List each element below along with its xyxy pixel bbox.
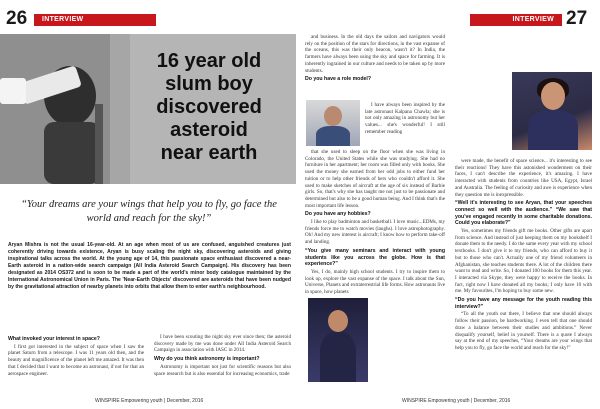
interview-question: Do you have a role model? bbox=[305, 76, 372, 83]
portrait-body bbox=[528, 110, 578, 150]
seminar-face bbox=[328, 310, 348, 332]
left-footer: WINSPIRE Empowering youth | December, 2016 bbox=[95, 398, 204, 404]
article-paragraph: Astronomy is important not just for scientific reasons but also space research but is also essential for increasing economics, trade bbox=[154, 363, 291, 377]
headline-line: 16 year old bbox=[156, 50, 262, 72]
headline-line: asteroid bbox=[170, 119, 248, 141]
article-column-3-wrap bbox=[365, 102, 445, 138]
interview-question: Do you have any hobbies? bbox=[305, 211, 371, 218]
article-paragraph: were made, the benefit of space science... it's interesting to see their reactions! They have this astonished wonderment on their faces, I can't describe the experience, it's amazing. I have interacted with students from countries like USA, Egypt, Israel and Australia. The feeling of curiosity and awe is experience when they question me is inexpressible. bbox=[455, 158, 592, 198]
headline-line: near earth bbox=[160, 142, 258, 164]
right-section-label: INTERVIEW bbox=[512, 16, 554, 23]
article-column-3-main bbox=[305, 149, 445, 298]
article-paragraph: that she used to sleep on the floor when she was living in Colorado, the United States while she was studying. She had no furniture in her apartment; her room was filled only with books. She used the money she earned from her odd jobs to either fund her tuition or to help other friends of hers who couldn't afford it. She used to make sketches of aircraft at the age of six instead of Barbie girls. So, that's why she has taught me not just to be passionate and determined but also to be a good human being. And I think that's the most important life lesson. bbox=[305, 149, 445, 209]
article-paragraph: I first got interested in the subject of space when I saw the planet Saturn from a telescope. I was 11 years old then, and the beauty and magnificence of the planet left me amazed. It was then that I decided that I want to become an astronaut, if not for that an aerospace engineer. bbox=[8, 343, 144, 377]
article-paragraph: I like to play badminton and basketball. I love music...EDMs, my friends force me to watch movies (laughs). I love astrophotography. Oh! And my new interest is aircraft; I know how to perform take-off and landing. bbox=[305, 219, 445, 246]
interview-question: “Well it's interesting to see Aryan, that your speeches connect so well with the audience.” “We saw that you've engaged recently in some charitable donations. Could you elaborate?” bbox=[455, 200, 592, 227]
right-footer: WINSPIRE Empowering youth | December, 2016 bbox=[402, 398, 511, 404]
intro-paragraph: Aryan Mishra is not the usual 16-year-old. At an age when most of us are confused, anguished creatures just coherently driving towards existence, Aryan is busy scaling the night sky, discovering asteroids and giving inspirational talks across the world. At the young age of 14, this passionate space enthusiast discovered a near-Earth asteroid in a nation-wide search campaign (All India Asteroid Search Campaign). His discovery has been designated as 2014 OS372 and is soon to be made a part of the world's minor body catalogue maintained by the International Astronomical Union in Paris. The 'Near-Earth Objects' discovered are asteroids that have been nudged by the gravitational attraction of nearby planets into orbits that allow them to enter earth's neighbourhood. bbox=[8, 242, 291, 290]
article-paragraph: and business. In the old days the sailors and navigators would rely on the position of the stars for directions, in the vast expanse of the oceans, this was their only beacon, wasn't it? In India, the farmers have always been using the sky and space for farming. It is inherently ingrained in our culture and needs to be taken up by more students. bbox=[305, 34, 445, 74]
article-paragraph: “To all the youth out there, I believe that one should always follow their passion, be hardworking. I even tell that one should draw a balance between their studies and ambitions.” Never disqualify yourself, belief in yourself. There is a quote I always say at the end of my speeches, “Your dreams are your wings that help you to fly, go face the world and reach for the sky!” bbox=[455, 311, 592, 351]
article-column-1 bbox=[8, 334, 144, 379]
interview-question: Why do you think astronomy is important? bbox=[154, 356, 260, 363]
kalpana-chawla-photo bbox=[306, 100, 360, 146]
article-paragraph: Yes, sometimes my friends gift me books. Other gifts are apart from science. And instead of just keeping them on my bookshelf I donate them to the needy. I do the same every year with my school textbooks. I don't give it to my friends, who can afford to buy it but to those who can't. Actually one of my friend volunteers in Afghanistan, she teaches students there. A lot of the children there want to read and write. So, I donated 100 books for them this year. I interacted via Skype, they were happy to receive the books. In fact, right now I have donated all my books; I only have 10 with me. My favourites, I'm hoping to buy some new. bbox=[455, 228, 592, 295]
headline bbox=[128, 50, 290, 165]
article-paragraph: I have been scouting the night sky ever since then; the asteroid discovery made by me was done under All India Asteroid Search Campaign in association with IASC in 2014. bbox=[154, 334, 291, 354]
article-column-2 bbox=[154, 334, 291, 379]
article-column-4 bbox=[455, 158, 592, 354]
right-section-band bbox=[470, 14, 562, 26]
headline-line: slum boy bbox=[165, 73, 253, 95]
article-paragraph: I have always been inspired by the late astronaut Kalpana Chawla; she is not only amazing in astronomy but her values... she's wonderful! I still remember reading bbox=[365, 102, 445, 135]
portrait-shoulders bbox=[316, 126, 350, 146]
left-page-number: 26 bbox=[6, 8, 28, 29]
headline-line: discovered bbox=[156, 96, 262, 118]
left-section-label: INTERVIEW bbox=[42, 16, 84, 23]
article-column-3-top bbox=[305, 34, 445, 84]
seminar-photo bbox=[308, 298, 368, 382]
right-page-number: 27 bbox=[566, 8, 588, 29]
portrait-face bbox=[324, 106, 342, 126]
aryan-portrait bbox=[512, 72, 592, 150]
portrait-head bbox=[541, 82, 565, 110]
interview-question: What invoked your interest in space? bbox=[8, 336, 100, 342]
interview-question: “Do you have any message for the youth reading this interview?” bbox=[455, 297, 592, 310]
seminar-body bbox=[320, 332, 356, 382]
pull-quote: “Your dreams are your wings that help you to fly, go face the world and reach for the sky!” bbox=[21, 199, 277, 224]
article-paragraph: Yes, I do, mainly high school students. I try to inspire them to look up, explore the vast expanse of the space. I talk about the Sun, Universe, Planets and extraterrestrial life forms. How astronauts live in space, how planets bbox=[305, 268, 445, 296]
left-section-band bbox=[34, 14, 156, 26]
interview-question: “You give many seminars and interact with young students like you across the globe. How is that experience?” bbox=[305, 247, 445, 268]
